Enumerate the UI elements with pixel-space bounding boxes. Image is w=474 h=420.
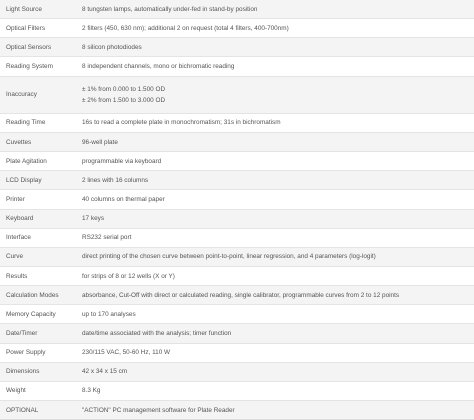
spec-row-keyboard (0, 210, 474, 229)
spec-label: Cuvettes (6, 138, 32, 146)
spec-value (82, 248, 474, 266)
spec-value (82, 0, 474, 18)
spec-row-lcd-display (0, 171, 474, 190)
spec-row-plate-agitation (0, 152, 474, 171)
spec-value (82, 324, 474, 342)
spec-value-text: 96-well plate (82, 138, 118, 146)
spec-label: Memory Capacity (6, 310, 56, 318)
spec-value (82, 286, 474, 304)
spec-value (82, 171, 474, 189)
spec-value-text: 8 silicon photodiodes (82, 43, 142, 51)
spec-label: Dimensions (6, 368, 40, 376)
spec-label: Date/Timer (6, 329, 38, 337)
spec-label: Results (6, 272, 28, 280)
spec-value-text: direct printing of the chosen curve between point-to-point, linear regression, and 4 parameters (log-logit) (82, 253, 376, 261)
spec-row-light-source (0, 0, 474, 19)
spec-label: Keyboard (6, 215, 34, 223)
spec-row-reading-system (0, 57, 474, 76)
spec-value (82, 38, 474, 56)
spec-value-text: 42 x 34 x 15 cm (82, 368, 128, 376)
spec-label: Inaccuracy (6, 91, 37, 99)
spec-label: Calculation Modes (6, 291, 59, 299)
spec-row-memory-capacity (0, 305, 474, 324)
spec-value (82, 19, 474, 37)
spec-value (82, 133, 474, 151)
spec-value-text: absorbance, Cut-Off with direct or calculated reading, single calibrator, programmable curves from 2 to 12 points (82, 291, 400, 299)
spec-value-text-2: ± 2% from 1.500 to 3.000 OD (82, 96, 166, 104)
spec-row-curve (0, 248, 474, 267)
spec-row-optical-sensors (0, 38, 474, 57)
spec-row-inaccuracy (0, 77, 474, 114)
spec-row-optical-filters (0, 19, 474, 38)
spec-label: Power Supply (6, 349, 46, 357)
spec-row-printer (0, 190, 474, 209)
spec-value-text: programmable via keyboard (82, 157, 162, 165)
spec-value (82, 210, 474, 228)
spec-value (82, 401, 474, 419)
spec-value-text: RS232 serial port (82, 234, 132, 242)
spec-value (82, 77, 474, 113)
spec-value (82, 152, 474, 170)
spec-value (82, 305, 474, 323)
spec-row-reading-time (0, 114, 474, 133)
spec-label: Reading Time (6, 119, 46, 127)
spec-value (82, 229, 474, 247)
spec-row-dimensions (0, 363, 474, 382)
spec-label: Optical Filters (6, 24, 46, 32)
spec-label: Printer (6, 195, 25, 203)
spec-value-text: 40 columns on thermal paper (82, 195, 165, 203)
spec-value-text: date/time associated with the analysis; timer function (82, 329, 232, 337)
spec-value-text: 2 filters (450, 630 nm); additional 2 on request (total 4 filters, 400-700nm) (82, 24, 289, 32)
spec-row-calculation-modes (0, 286, 474, 305)
spec-label: Optical Sensors (6, 43, 52, 51)
spec-row-optional (0, 401, 474, 419)
spec-value-text: 16s to read a complete plate in monochromatism; 31s in bichromatism (82, 119, 281, 127)
spec-row-power-supply (0, 344, 474, 363)
spec-label: Weight (6, 387, 26, 395)
spec-label: Reading System (6, 62, 53, 70)
spec-value (82, 382, 474, 400)
spec-value-text: "ACTION" PC management software for Plate Reader (82, 406, 235, 414)
spec-value (82, 114, 474, 132)
spec-value-text: 8.3 Kg (82, 387, 101, 395)
spec-value (82, 344, 474, 362)
spec-value (82, 190, 474, 208)
spec-value-text: up to 170 analyses (82, 310, 136, 318)
spec-value-text: 17 keys (82, 215, 105, 223)
spec-value-text: 8 independent channels, mono or bichromatic reading (82, 62, 235, 70)
spec-row-date-timer (0, 324, 474, 343)
spec-value-text: ± 1% from 0.000 to 1.500 OD (82, 85, 166, 93)
spec-value-text: 2 lines with 16 columns (82, 176, 149, 184)
spec-row-interface (0, 229, 474, 248)
spec-label: LCD Display (6, 176, 42, 184)
spec-label: Light Source (6, 5, 42, 13)
spec-value (82, 57, 474, 75)
spec-row-weight (0, 382, 474, 401)
spec-value-text: for strips of 8 or 12 wells (X or Y) (82, 272, 175, 280)
spec-label: Interface (6, 234, 31, 242)
spec-label: Curve (6, 253, 24, 261)
spec-value-text: 8 tungsten lamps, automatically under-fed in stand-by position (82, 5, 258, 13)
spec-label: Plate Agitation (6, 157, 47, 165)
spec-value (82, 267, 474, 285)
spec-value-text: 230/115 VAC, 50-60 Hz, 110 W (82, 349, 171, 357)
spec-row-results (0, 267, 474, 286)
spec-value (82, 363, 474, 381)
spec-row-cuvettes (0, 133, 474, 152)
spec-label: OPTIONAL (6, 406, 39, 414)
